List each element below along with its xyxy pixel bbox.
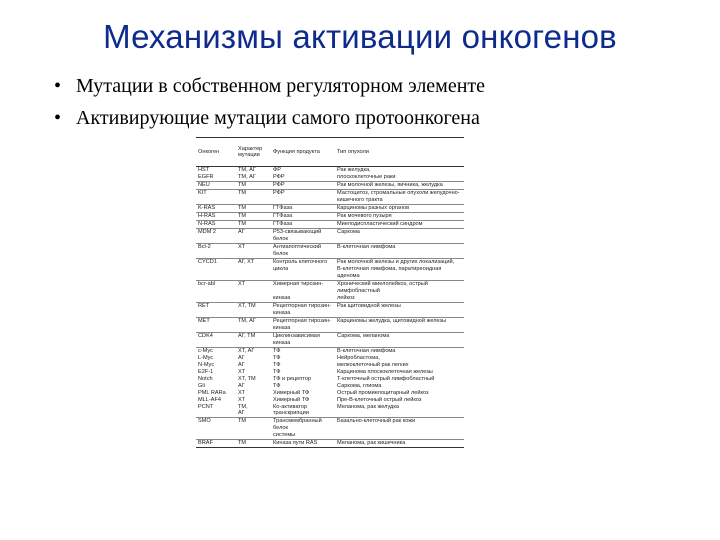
cell-tumor-type: Карциномы желудка, щитовидной железы xyxy=(335,317,464,324)
cell-mutation-type xyxy=(236,197,271,204)
cell-oncogene: Notch xyxy=(198,375,213,382)
cell-tumor-type: Меланома, рак кишечника xyxy=(335,440,464,448)
cell-mutation-type: АГ xyxy=(238,361,245,368)
cell-oncogene: NEU xyxy=(196,181,236,189)
cell-oncogene: CYCD1 xyxy=(196,258,236,265)
cell-oncogene: K-RAS xyxy=(196,204,236,212)
cell-product-function: РФР xyxy=(271,189,335,196)
table-row xyxy=(196,317,464,324)
cell-tumor-type: кишечного тракта xyxy=(337,196,383,203)
cell-tumor-type: Рак щитовидной железы xyxy=(335,302,464,309)
cell-mutation-type: ТМ xyxy=(236,212,271,220)
cell-tumor-type xyxy=(335,236,464,243)
cell-oncogene: PML RARa xyxy=(198,389,226,396)
cell-mutation-type xyxy=(236,432,271,439)
table-body xyxy=(196,167,464,448)
table-row xyxy=(196,204,464,212)
table-row xyxy=(196,362,464,369)
table-row xyxy=(196,280,464,294)
cell-tumor-type xyxy=(335,251,464,258)
table-row xyxy=(196,376,464,383)
cell-oncogene xyxy=(196,310,236,317)
cell-tumor-type: Миелодиспластический синдром xyxy=(335,220,464,228)
table-row xyxy=(196,440,464,448)
cell-oncogene: Bcl-2 xyxy=(196,243,236,250)
cell-mutation-type: ХТ, ТМ xyxy=(238,375,256,382)
cell-oncogene: H-RAS xyxy=(196,212,236,220)
cell-mutation-type: ТМ xyxy=(236,204,271,212)
cell-tumor-type: Нейробластома, xyxy=(337,354,380,361)
bullet-item xyxy=(54,104,485,136)
cell-tumor-type: Пре-В-клеточный острый лейкоз xyxy=(337,396,422,403)
cell-mutation-type: АГ, ТМ xyxy=(236,332,271,339)
table-row xyxy=(196,266,464,280)
cell-mutation-type: ТМ xyxy=(236,220,271,228)
table-row xyxy=(196,383,464,390)
cell-mutation-type: АГ, ХТ xyxy=(236,258,271,265)
cell-tumor-type: В-клеточная лимфома, паратиреоидная аденома xyxy=(337,265,442,279)
cell-tumor-type: Саркома xyxy=(335,228,464,235)
cell-product-function: ТФ xyxy=(271,347,335,354)
cell-tumor-type: Рак мочевого пузыря xyxy=(335,212,464,220)
cell-tumor-type xyxy=(335,410,464,417)
cell-tumor-type xyxy=(335,432,464,439)
cell-mutation-type xyxy=(236,266,271,280)
table-header-row xyxy=(196,138,464,167)
cell-product-function: киназа xyxy=(273,324,291,331)
cell-oncogene: N-RAS xyxy=(196,220,236,228)
table-row xyxy=(196,220,464,228)
cell-oncogene: MDM 2 xyxy=(196,228,236,235)
cell-product-function: ТФ и рецептор xyxy=(273,375,311,382)
table-row xyxy=(196,302,464,309)
cell-oncogene: Gli xyxy=(198,382,205,389)
cell-product-function: РФР xyxy=(271,181,335,189)
cell-tumor-type: мелкоклеточный рак легких xyxy=(337,361,409,368)
table-row xyxy=(196,167,464,174)
bullet-item xyxy=(54,72,485,104)
cell-product-function: Контроль клеточного xyxy=(271,258,335,265)
cell-oncogene: CDK4 xyxy=(196,332,236,339)
table-row xyxy=(196,251,464,258)
cell-oncogene: L-Myc xyxy=(198,354,214,361)
cell-mutation-type: ХТ xyxy=(238,396,246,403)
header-oncogene: Онкоген xyxy=(196,138,236,167)
cell-oncogene: HST xyxy=(196,167,236,174)
cell-product-function: киназа xyxy=(273,339,291,346)
cell-tumor-type xyxy=(335,325,464,332)
cell-product-function: ГТФаза xyxy=(271,212,335,220)
cell-mutation-type: ХТ, ТМ xyxy=(236,302,271,309)
bullet-text: Активирующие мутации самого протоонкогена xyxy=(76,107,480,129)
cell-oncogene: c-Myc xyxy=(196,347,236,354)
cell-tumor-type: Хронический миелолейкоз, острый лимфобластный xyxy=(335,280,464,294)
table-row xyxy=(196,347,464,354)
cell-product-function: киназа xyxy=(273,309,291,316)
cell-product-function: ТФ xyxy=(273,382,281,389)
cell-product-function: Химерная тирозин- xyxy=(271,280,335,294)
table-row xyxy=(196,212,464,220)
cell-tumor-type: плоскоклеточные раки xyxy=(337,173,396,180)
cell-product-function: ФР xyxy=(271,167,335,174)
cell-product-function: Рецепторная тирозин- xyxy=(271,317,335,324)
cell-oncogene: PCNT xyxy=(198,403,214,410)
cell-oncogene: bcr-abl xyxy=(196,280,236,294)
bullet-list xyxy=(54,72,485,136)
table-row xyxy=(196,410,464,417)
table-row xyxy=(196,369,464,376)
oncogene-table-image xyxy=(196,137,464,519)
cell-product-function: транскрипции xyxy=(273,410,309,417)
cell-tumor-type: Мастоцитоз, стромальные опухоли желудочно- xyxy=(335,189,464,196)
cell-oncogene: N-Myc xyxy=(198,361,215,368)
cell-product-function: системы xyxy=(273,432,296,439)
cell-product-function: Рецепторная тирозин- xyxy=(271,302,335,309)
table-row xyxy=(196,325,464,332)
cell-oncogene: E2F-1 xyxy=(198,368,214,375)
cell-product-function: ТФ xyxy=(273,361,281,368)
cell-tumor-type: Карцинома плоскоклеточная железы xyxy=(337,368,433,375)
cell-oncogene xyxy=(196,197,236,204)
cell-mutation-type: ХТ xyxy=(238,389,246,396)
header-mutation-type: Характер мутации xyxy=(236,138,271,167)
cell-tumor-type: Саркома, глиома xyxy=(337,382,382,389)
cell-mutation-type: ТМ, xyxy=(238,403,248,410)
table-row xyxy=(196,404,464,411)
cell-mutation-type xyxy=(236,340,271,347)
cell-oncogene: SMO xyxy=(196,418,236,432)
table-row xyxy=(196,432,464,439)
table-row xyxy=(196,181,464,189)
cell-mutation-type xyxy=(236,310,271,317)
cell-mutation-type: ХТ, АГ xyxy=(236,347,271,354)
cell-product-function: Р53-связывающий xyxy=(271,228,335,235)
cell-product-function: киназа xyxy=(273,294,291,301)
cell-tumor-type: лейкоз xyxy=(337,294,355,301)
table-row xyxy=(196,355,464,362)
cell-oncogene: MLL-AF4 xyxy=(198,396,222,403)
table-row xyxy=(196,197,464,204)
cell-mutation-type xyxy=(236,236,271,243)
cell-mutation-type: ТМ, АГ xyxy=(236,317,271,324)
table-row xyxy=(196,295,464,302)
cell-tumor-type: В-клеточная лимфома xyxy=(335,347,464,354)
cell-oncogene xyxy=(196,410,236,417)
cell-product-function: ГТФаза xyxy=(271,204,335,212)
cell-product-function: РФР xyxy=(273,173,285,180)
table-row xyxy=(196,418,464,432)
cell-oncogene xyxy=(196,251,236,258)
cell-oncogene xyxy=(196,432,236,439)
cell-tumor-type: Рак молочной железы и других локализаций, xyxy=(335,258,464,265)
cell-oncogene xyxy=(196,236,236,243)
cell-tumor-type: Саркома, меланома xyxy=(335,332,464,339)
cell-product-function: Ко-активатор xyxy=(273,403,308,410)
bullet-dot-icon: • xyxy=(54,75,62,97)
table-row xyxy=(196,243,464,250)
cell-mutation-type: АГ xyxy=(238,354,245,361)
cell-mutation-type: ТМ xyxy=(236,189,271,196)
cell-product-function: Химерный ТФ xyxy=(273,396,310,403)
cell-oncogene: MET xyxy=(196,317,236,324)
cell-oncogene: BRAF xyxy=(196,440,236,448)
header-tumor-type: Тип опухоли xyxy=(335,138,464,167)
cell-mutation-type: ТМ, АГ xyxy=(236,167,271,174)
cell-tumor-type: Острый промиелоцитарный лейкоз xyxy=(337,389,429,396)
bullet-dot-icon: • xyxy=(54,107,62,129)
cell-mutation-type: ТМ, АГ xyxy=(238,173,256,180)
cell-mutation-type: АГ xyxy=(236,228,271,235)
cell-mutation-type xyxy=(236,251,271,258)
cell-tumor-type: В-клеточная лимфома xyxy=(335,243,464,250)
cell-product-function xyxy=(271,197,335,204)
cell-oncogene xyxy=(196,266,236,280)
cell-product-function: цикла xyxy=(273,265,289,272)
table-row xyxy=(196,340,464,347)
cell-oncogene: EGFR xyxy=(198,173,214,180)
cell-mutation-type: ТМ xyxy=(236,440,271,448)
cell-mutation-type: ХТ xyxy=(238,368,246,375)
cell-product-function: Трансмембранный белок xyxy=(271,418,335,432)
cell-mutation-type: АГ xyxy=(238,410,245,417)
cell-product-function: Антиапоптический xyxy=(271,243,335,250)
table-row xyxy=(196,397,464,404)
cell-mutation-type xyxy=(236,325,271,332)
cell-tumor-type: Карциномы разных органов xyxy=(335,204,464,212)
cell-product-function: ТФ xyxy=(273,354,281,361)
cell-product-function: белок xyxy=(273,235,288,242)
table-row xyxy=(196,258,464,265)
cell-product-function: Циклинзависимая xyxy=(271,332,335,339)
cell-oncogene: RET xyxy=(196,302,236,309)
cell-product-function: Киназа пути RAS xyxy=(271,440,335,448)
cell-oncogene: KIT xyxy=(196,189,236,196)
cell-oncogene xyxy=(196,325,236,332)
cell-oncogene xyxy=(196,295,236,302)
oncogene-table xyxy=(196,137,464,448)
cell-product-function: ГТФаза xyxy=(271,220,335,228)
table-row xyxy=(196,174,464,181)
table-row xyxy=(196,236,464,243)
header-product-function: Функция продукта xyxy=(271,138,335,167)
cell-mutation-type: ТМ xyxy=(236,181,271,189)
table-row xyxy=(196,189,464,196)
cell-tumor-type: Рак желудка, xyxy=(335,167,464,174)
cell-mutation-type: ТМ xyxy=(236,418,271,432)
cell-tumor-type: Рак молочной железы, яичника, желудка xyxy=(335,181,464,189)
cell-tumor-type xyxy=(335,310,464,317)
cell-tumor-type xyxy=(335,340,464,347)
cell-mutation-type: ХТ xyxy=(236,280,271,294)
table-row xyxy=(196,390,464,397)
slide-title: Механизмы активации онкогенов xyxy=(103,18,617,55)
cell-mutation-type: ХТ xyxy=(236,243,271,250)
table-row xyxy=(196,310,464,317)
cell-mutation-type xyxy=(236,295,271,302)
cell-product-function: Химерный ТФ xyxy=(273,389,310,396)
bullet-text: Мутации в собственном регуляторном элементе xyxy=(76,75,486,97)
cell-tumor-type: Т-клеточный острый лимфобластный xyxy=(337,375,435,382)
table-row xyxy=(196,228,464,235)
cell-product-function: ТФ xyxy=(273,368,281,375)
cell-tumor-type: Базально-клеточный рак кожи xyxy=(335,418,464,432)
cell-product-function: белок xyxy=(273,250,288,257)
cell-tumor-type: Меланома, рак желудка xyxy=(337,403,399,410)
cell-oncogene xyxy=(196,340,236,347)
table-row xyxy=(196,332,464,339)
cell-mutation-type: АГ xyxy=(238,382,245,389)
